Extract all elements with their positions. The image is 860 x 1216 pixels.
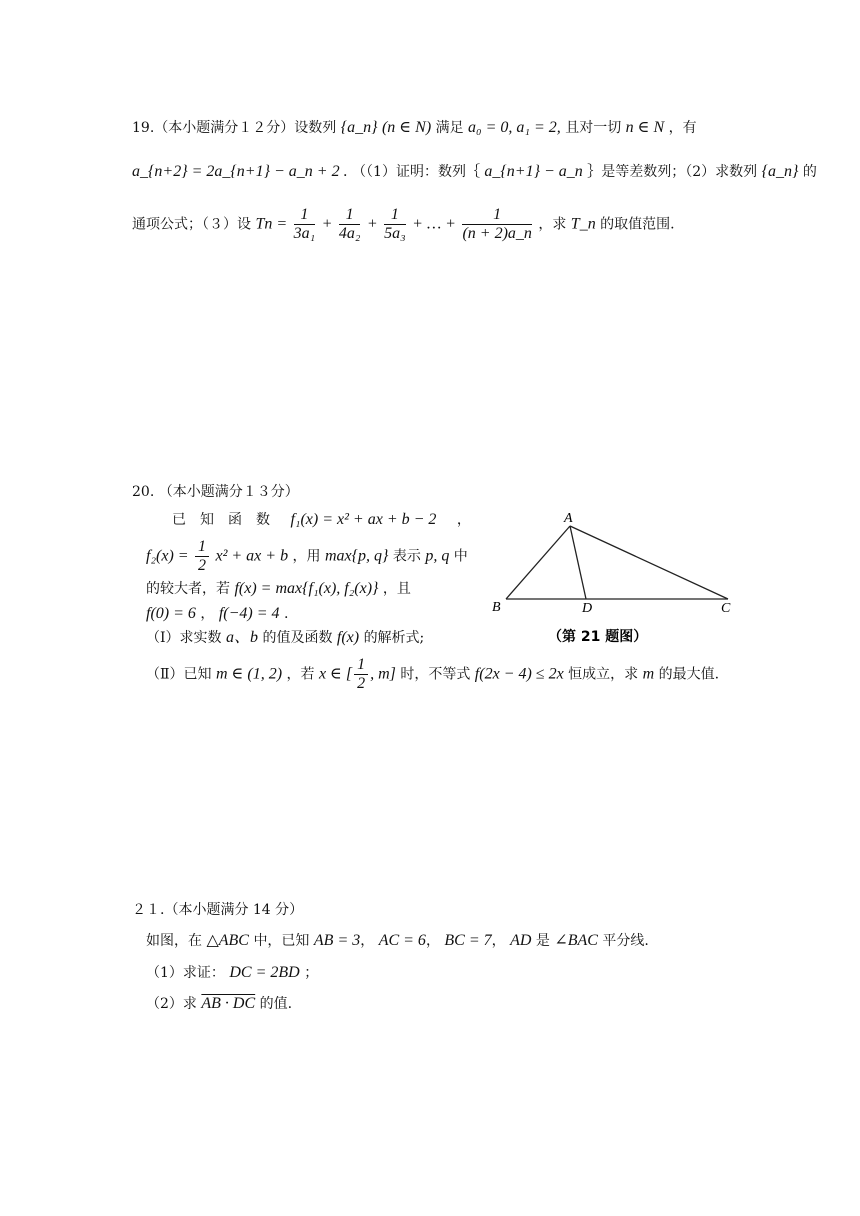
q20-part2d: 恒成立，求	[568, 666, 639, 683]
label-D: D	[582, 601, 593, 616]
q20-part1c: 的解析式;	[363, 630, 425, 646]
q21-l1c: 是	[535, 933, 550, 949]
q20-part2e: 的最大值.	[658, 666, 720, 683]
q20-l3b: ，且	[382, 581, 411, 597]
q20-fx: f(x) = max{f₁(x), f₂(x)}	[234, 580, 379, 597]
q19-line3	[132, 206, 675, 243]
q20-comma: ，	[200, 606, 215, 622]
q21-vec: AB · DC	[201, 995, 256, 1012]
q19-diff: a_{n+1} − a_n	[484, 163, 583, 180]
q21-bc: BC = 7	[444, 932, 492, 949]
q21-p1end: ；	[304, 965, 319, 981]
q21-part1	[146, 963, 318, 983]
q20-half: $\frac{1}{2}$	[195, 538, 209, 575]
q19-frac2: $\frac{1}{\text{4a₂}}$	[338, 206, 361, 242]
q19-Tn: Tn =	[255, 215, 288, 233]
q20-half2: $\frac{1}{2}$	[354, 656, 368, 693]
label-A: A	[564, 511, 573, 526]
q19-frac3: $\frac{1}{\text{5a₃}}$	[384, 206, 406, 242]
q20-maxpq: max{p, q}	[324, 547, 389, 565]
q19-cond: (n ∈ N)	[381, 119, 432, 136]
q20-xin: x ∈ [	[318, 665, 353, 683]
q19-satisfy: 满足	[435, 120, 469, 136]
q19-heading: 19.（本小题满分１２分）设数列	[132, 120, 337, 136]
separator: ，	[425, 933, 440, 949]
q19-line3c: 的取值范围.	[600, 216, 675, 233]
figure-caption: （第 21 题图）	[548, 629, 648, 645]
q20-l2d: 中	[453, 548, 468, 565]
q19-seq: {a_n}	[340, 119, 378, 136]
q21-ad: AD	[510, 932, 532, 949]
q19-recurrence: a_{n+2} = 2a_{n+1} − a_n + 2 .	[132, 163, 348, 180]
q20-part2b: ，若	[286, 666, 315, 683]
side-AC	[570, 526, 728, 599]
q20-f2b: x² + ax + b	[215, 547, 289, 565]
q19-fracn: $\frac{1}{(n + 2)a\_n}$	[462, 206, 532, 242]
plus-sign: +	[366, 215, 378, 233]
q21-p2: （2）求	[146, 996, 197, 1012]
bisector-AD	[570, 526, 586, 599]
q19-line3a: 通项公式；（３）设	[132, 216, 251, 233]
q21-l1a: 如图，在	[146, 933, 202, 949]
plus-sign: +	[321, 215, 333, 233]
q19-Tn2: T_n	[570, 215, 596, 233]
q21-l1b: 中，已知	[253, 933, 310, 949]
q21-p2end: 的值.	[259, 996, 293, 1012]
side-AB	[506, 526, 570, 599]
q20-part1-text: （Ⅰ）求实数	[146, 630, 222, 646]
q20-ab: a、b	[225, 629, 258, 646]
q20-f2a: f₂(x) =	[146, 547, 189, 565]
q20-heading: 20. （本小题满分１３分）	[132, 484, 299, 500]
q20-part1	[146, 628, 424, 648]
q21-angle: ∠BAC	[554, 932, 598, 949]
q19-nN: n ∈ N	[625, 119, 665, 136]
q21-heading: ２１.（本小题满分 14 分）	[132, 902, 304, 918]
q19-part1: （（1）证明：数列｛	[352, 164, 480, 180]
triangle-figure	[488, 508, 748, 648]
q19-seq2: {a_n}	[761, 163, 799, 180]
q19-line1	[132, 118, 697, 138]
q21-line1	[146, 931, 649, 951]
q20-c2: f(−4) = 4	[218, 605, 280, 622]
q21-l1d: 平分线.	[602, 933, 649, 949]
q20-m: m	[642, 665, 655, 683]
q19-forall: 且对一切	[565, 120, 626, 136]
q19-part1b: ｝是等差数列；（2）求数列	[587, 164, 758, 180]
q21-p1eq: DC = 2BD	[229, 964, 300, 981]
q20-fx2: f(x)	[336, 629, 360, 646]
q19-frac1: $\frac{1}{\text{3a₁}}$	[293, 206, 316, 242]
q20-line1	[172, 510, 471, 530]
q20-part1b: 的值及函数	[262, 630, 333, 646]
q20-line2	[146, 538, 468, 575]
q20-c1: f(0) = 6	[146, 605, 196, 622]
q20-line3	[146, 579, 411, 599]
q21-part2	[146, 994, 292, 1014]
q20-f1: f₁(x) = x² + ax + b − 2	[290, 511, 437, 528]
label-B: B	[492, 600, 501, 615]
q21-tri: △ABC	[206, 932, 249, 949]
q21-ab: AB = 3	[313, 932, 361, 949]
q21-ac: AC = 6	[378, 932, 426, 949]
q20-l1a: 已 知 函 数	[172, 512, 270, 528]
q21-p1: （1）求证：	[146, 965, 225, 981]
separator: ，	[491, 933, 506, 949]
q20-l2b: ，用	[292, 548, 321, 565]
label-C: C	[721, 601, 731, 616]
q20-part2	[146, 656, 719, 693]
q20-m12: m ∈ (1, 2)	[215, 665, 283, 683]
q19-line3b: ，求	[538, 216, 567, 233]
q19-de: 的	[802, 164, 817, 180]
q20-l3a: 的较大者，若	[146, 581, 230, 597]
q20-comma: ，	[456, 512, 471, 528]
q20-l2c: 表示	[392, 548, 421, 565]
q19-you: ，有	[668, 120, 697, 136]
q19-line2	[132, 162, 817, 182]
q19-init: a₀ = 0, a₁ = 2,	[468, 119, 561, 136]
q20-part2-text: （Ⅱ）已知	[146, 666, 212, 683]
separator: ，	[360, 933, 375, 949]
q20-part2c: 时，不等式	[400, 666, 471, 683]
q20-line4: f(0) = 6 ， f(−4) = 4 .	[146, 605, 289, 622]
q20-pq: p, q	[425, 547, 450, 565]
ellipsis: + … +	[412, 215, 456, 233]
q20-ineq: f(2x − 4) ≤ 2x	[474, 665, 564, 683]
q20-xin2: , m]	[370, 665, 396, 683]
